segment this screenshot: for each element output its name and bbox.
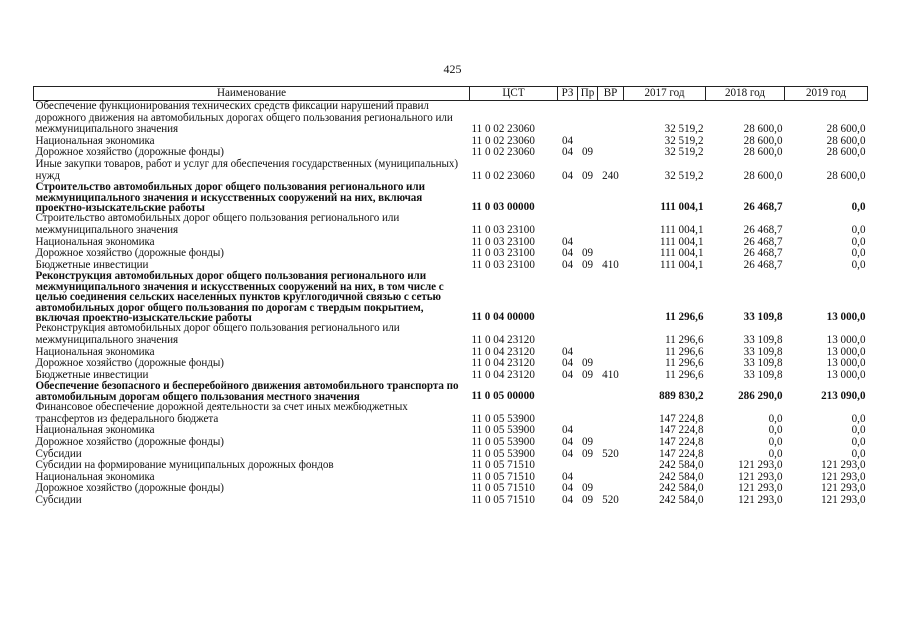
cell-y2019: 0,0	[851, 247, 866, 260]
cell-y2019: 28 600,0	[826, 146, 866, 159]
cell-name: Иные закупки товаров, работ и услуг для обеспечения государственных (муниципальных) нужд	[35, 157, 459, 182]
cell-y2019: 213 090,0	[821, 389, 866, 402]
cell-y2019: 0,0	[851, 424, 866, 437]
cell-y2018: 33 109,8	[743, 333, 783, 346]
cell-y2019: 0,0	[851, 235, 866, 248]
cell-y2018: 0,0	[768, 424, 783, 437]
cell-rz	[558, 402, 578, 425]
header-name: Наименование	[34, 87, 470, 101]
cell-cst: 11 0 04 00000	[471, 310, 535, 323]
cell-y2019: 121 293,0	[821, 470, 866, 483]
cell-pr: 09	[581, 435, 594, 448]
cell-cst: 11 0 04 23120	[471, 357, 535, 370]
cell-pr	[578, 182, 598, 213]
budget-table	[33, 86, 868, 507]
cell-y2019: 28 600,0	[826, 134, 866, 147]
cell-y2018: 26 468,7	[743, 258, 783, 271]
cell-name: Национальная экономика	[35, 345, 155, 358]
cell-pr	[578, 460, 598, 472]
cell-cst: 11 0 05 71510	[471, 470, 535, 483]
cell-y2017: 32 519,2	[664, 134, 704, 147]
cell-y2017: 111 004,1	[659, 223, 704, 236]
cell-y2018: 0,0	[768, 435, 783, 448]
cell-y2018: 33 109,8	[743, 357, 783, 370]
cell-y2017: 147 224,8	[659, 447, 704, 460]
cell-y2019: 13 000,0	[826, 310, 866, 323]
cell-y2019: 0,0	[851, 223, 866, 236]
cell-vr	[598, 381, 624, 402]
cell-vr	[598, 136, 624, 148]
cell-cst: 11 0 03 23100	[471, 258, 535, 271]
cell-vr	[598, 147, 624, 159]
table-row	[34, 213, 868, 236]
cell-pr: 09	[581, 146, 594, 159]
cell-name: Национальная экономика	[35, 470, 155, 483]
cell-y2019: 0,0	[851, 412, 866, 425]
table-row	[34, 101, 868, 136]
cell-rz	[558, 271, 578, 323]
cell-vr	[598, 402, 624, 425]
cell-rz: 04	[561, 368, 574, 381]
cell-y2019: 13 000,0	[826, 368, 866, 381]
table-row	[34, 271, 868, 323]
cell-pr: 09	[581, 447, 594, 460]
table-row	[34, 495, 868, 507]
cell-y2019: 0,0	[851, 435, 866, 448]
cell-name: Дорожное хозяйство (дорожные фонды)	[35, 247, 224, 260]
cell-vr	[598, 101, 624, 136]
cell-y2017: 147 224,8	[659, 435, 704, 448]
cell-pr	[578, 323, 598, 346]
cell-y2017: 11 296,6	[665, 333, 704, 346]
header-rz: РЗ	[558, 87, 578, 101]
cell-y2019: 13 000,0	[826, 333, 866, 346]
table-row	[34, 248, 868, 260]
cell-vr	[598, 460, 624, 472]
cell-pr: 09	[581, 247, 594, 260]
cell-cst: 11 0 05 00000	[471, 389, 535, 402]
cell-rz	[558, 213, 578, 236]
cell-pr	[578, 101, 598, 136]
cell-vr: 410	[602, 368, 619, 381]
cell-y2018: 121 293,0	[738, 493, 783, 506]
cell-cst: 11 0 04 23120	[471, 345, 535, 358]
cell-vr: 410	[602, 258, 619, 271]
cell-cst: 11 0 03 23100	[471, 235, 535, 248]
cell-pr: 09	[581, 482, 594, 495]
table-row	[34, 159, 868, 182]
cell-rz: 04	[561, 169, 574, 182]
cell-rz	[558, 323, 578, 346]
cell-y2017: 242 584,0	[659, 493, 704, 506]
cell-y2017: 242 584,0	[659, 470, 704, 483]
cell-cst: 11 0 05 53900	[471, 435, 535, 448]
cell-vr	[598, 182, 624, 213]
cell-name: Субсидии на формирование муниципальных дорожных фондов	[35, 459, 334, 472]
cell-name: Дорожное хозяйство (дорожные фонды)	[35, 146, 224, 159]
cell-name: Строительство автомобильных дорог общего пользования регионального или межмуниципального значения	[35, 212, 400, 236]
cell-cst: 11 0 05 71510	[471, 459, 535, 472]
cell-y2017: 242 584,0	[659, 482, 704, 495]
cell-y2018: 121 293,0	[738, 470, 783, 483]
cell-cst: 11 0 03 23100	[471, 223, 535, 236]
cell-y2017: 889 830,2	[659, 389, 704, 402]
cell-pr: 09	[581, 357, 594, 370]
cell-name: Финансовое обеспечение дорожной деятельности за счет иных межбюджетных трансфертов из федерального бюджета	[35, 401, 408, 425]
cell-cst: 11 0 05 53900	[471, 424, 535, 437]
cell-y2018: 0,0	[768, 412, 783, 425]
cell-rz: 04	[561, 447, 574, 460]
cell-vr	[598, 323, 624, 346]
cell-y2018: 28 600,0	[743, 169, 783, 182]
cell-y2019: 0,0	[851, 200, 866, 213]
cell-y2019: 0,0	[851, 258, 866, 271]
cell-cst: 11 0 05 53900	[471, 412, 535, 425]
cell-cst: 11 0 05 53900	[471, 447, 535, 460]
cell-y2017: 11 296,6	[665, 357, 704, 370]
cell-y2019: 121 293,0	[821, 493, 866, 506]
cell-name: Субсидии	[35, 493, 82, 506]
cell-rz: 04	[561, 424, 574, 437]
cell-name: Дорожное хозяйство (дорожные фонды)	[35, 482, 224, 495]
cell-cst: 11 0 02 23060	[471, 134, 535, 147]
cell-rz: 04	[561, 247, 574, 260]
cell-rz: 04	[561, 235, 574, 248]
header-2017: 2017 год	[624, 87, 706, 101]
cell-cst: 11 0 02 23060	[471, 169, 535, 182]
cell-vr	[598, 248, 624, 260]
cell-y2019: 13 000,0	[826, 345, 866, 358]
cell-name: Строительство автомобильных дорог общего пользования регионального или межмуниципального значения и искусственных сооружений на них, включая проектно-изыскательские работы	[35, 181, 425, 214]
cell-name: Реконструкция автомобильных дорог общего пользования регионального или межмуниципального значения и искусственных сооружений на них, в том числе с целью соединения сельских населенных пунктов круглогодичной связью с сетью автомобильных дорог общего пользования по дорогам с твердым покрытием, включая проектно-изыскательские работы	[35, 270, 444, 324]
cell-y2018: 33 109,8	[743, 368, 783, 381]
table-row	[34, 460, 868, 472]
cell-name: Бюджетные инвестиции	[35, 368, 149, 381]
cell-y2017: 32 519,2	[664, 146, 704, 159]
cell-y2017: 111 004,1	[659, 235, 704, 248]
cell-y2017: 11 296,6	[665, 310, 704, 323]
cell-y2018: 33 109,8	[743, 345, 783, 358]
cell-pr: 09	[581, 368, 594, 381]
cell-cst: 11 0 04 23120	[471, 368, 535, 381]
cell-y2019: 28 600,0	[826, 169, 866, 182]
cell-rz: 04	[561, 435, 574, 448]
cell-rz	[558, 182, 578, 213]
cell-y2019: 121 293,0	[821, 459, 866, 472]
cell-cst: 11 0 02 23060	[471, 123, 535, 136]
cell-rz	[558, 381, 578, 402]
cell-y2019: 13 000,0	[826, 357, 866, 370]
cell-y2017: 111 004,1	[660, 200, 704, 213]
cell-name: Национальная экономика	[35, 235, 155, 248]
cell-y2018: 28 600,0	[743, 134, 783, 147]
table-body	[34, 101, 868, 507]
cell-vr: 520	[602, 493, 619, 506]
cell-cst: 11 0 03 00000	[471, 200, 535, 213]
cell-pr: 09	[581, 493, 594, 506]
cell-vr: 240	[602, 169, 619, 182]
header-cst: ЦСТ	[470, 87, 558, 101]
cell-y2018: 26 468,7	[743, 200, 783, 213]
cell-y2018: 121 293,0	[738, 482, 783, 495]
cell-pr	[578, 271, 598, 323]
table-row	[34, 437, 868, 449]
cell-name: Обеспечение функционирования технических средств фиксации нарушений правил дорожного движения на автомобильных дорогах общего пользования регионального или межмуниципального значения	[35, 100, 453, 136]
cell-name: Бюджетные инвестиции	[35, 258, 149, 271]
header-pr: Пр	[578, 87, 598, 101]
cell-vr: 520	[602, 447, 619, 460]
cell-vr	[598, 213, 624, 236]
cell-cst: 11 0 02 23060	[471, 146, 535, 159]
cell-pr	[578, 402, 598, 425]
cell-pr	[578, 213, 598, 236]
table-row	[34, 182, 868, 213]
cell-y2017: 32 519,2	[664, 169, 704, 182]
cell-name: Национальная экономика	[35, 134, 155, 147]
cell-vr	[598, 425, 624, 437]
header-vr: ВР	[598, 87, 624, 101]
cell-vr	[598, 472, 624, 484]
cell-y2019: 0,0	[851, 447, 866, 460]
cell-pr: 09	[581, 258, 594, 271]
cell-y2018: 26 468,7	[743, 247, 783, 260]
cell-name: Субсидии	[35, 447, 82, 460]
cell-rz: 04	[561, 493, 574, 506]
cell-name: Обеспечение безопасного и бесперебойного движения автомобильного транспорта по автомобильным дорогам общего пользования местного значения	[35, 380, 459, 403]
cell-y2018: 26 468,7	[743, 223, 783, 236]
cell-y2017: 11 296,6	[665, 368, 704, 381]
cell-rz: 04	[561, 470, 574, 483]
cell-y2017: 242 584,0	[659, 459, 704, 472]
table-row	[34, 402, 868, 425]
table-row	[34, 323, 868, 346]
cell-y2018: 28 600,0	[743, 146, 783, 159]
cell-rz: 04	[561, 146, 574, 159]
cell-y2017: 111 004,1	[659, 258, 704, 271]
cell-rz: 04	[561, 482, 574, 495]
header-2019: 2019 год	[785, 87, 868, 101]
cell-vr	[598, 347, 624, 359]
cell-vr	[598, 237, 624, 249]
header-2018: 2018 год	[706, 87, 785, 101]
cell-y2019: 121 293,0	[821, 482, 866, 495]
cell-y2018: 121 293,0	[738, 459, 783, 472]
cell-y2017: 111 004,1	[659, 247, 704, 260]
page-number: 425	[443, 62, 462, 76]
cell-y2017: 32 519,2	[664, 123, 704, 136]
cell-vr	[598, 271, 624, 323]
cell-rz: 04	[561, 345, 574, 358]
cell-y2018: 28 600,0	[743, 123, 783, 136]
cell-rz	[558, 101, 578, 136]
table-row	[34, 358, 868, 370]
cell-name: Дорожное хозяйство (дорожные фонды)	[35, 357, 224, 370]
cell-y2017: 147 224,8	[659, 424, 704, 437]
cell-y2018: 33 109,8	[743, 310, 783, 323]
cell-cst: 11 0 04 23120	[471, 333, 535, 346]
cell-rz: 04	[561, 357, 574, 370]
cell-y2019: 28 600,0	[826, 123, 866, 136]
cell-vr	[598, 437, 624, 449]
cell-rz: 04	[561, 134, 574, 147]
cell-name: Реконструкция автомобильных дорог общего пользования регионального или межмуниципального значения	[35, 322, 400, 346]
cell-name: Национальная экономика	[35, 424, 155, 437]
cell-vr	[598, 358, 624, 370]
cell-cst: 11 0 03 23100	[471, 247, 535, 260]
cell-pr: 09	[581, 169, 594, 182]
cell-cst: 11 0 05 71510	[471, 482, 535, 495]
cell-cst: 11 0 05 71510	[471, 493, 535, 506]
cell-y2018: 286 290,0	[738, 389, 783, 402]
cell-y2018: 0,0	[768, 447, 783, 460]
cell-pr	[578, 381, 598, 402]
cell-name: Дорожное хозяйство (дорожные фонды)	[35, 435, 224, 448]
cell-y2017: 11 296,6	[665, 345, 704, 358]
cell-y2018: 26 468,7	[743, 235, 783, 248]
table-row	[34, 381, 868, 402]
cell-rz: 04	[561, 258, 574, 271]
table-header-row	[34, 87, 868, 101]
cell-y2017: 147 224,8	[659, 412, 704, 425]
cell-rz	[558, 460, 578, 472]
